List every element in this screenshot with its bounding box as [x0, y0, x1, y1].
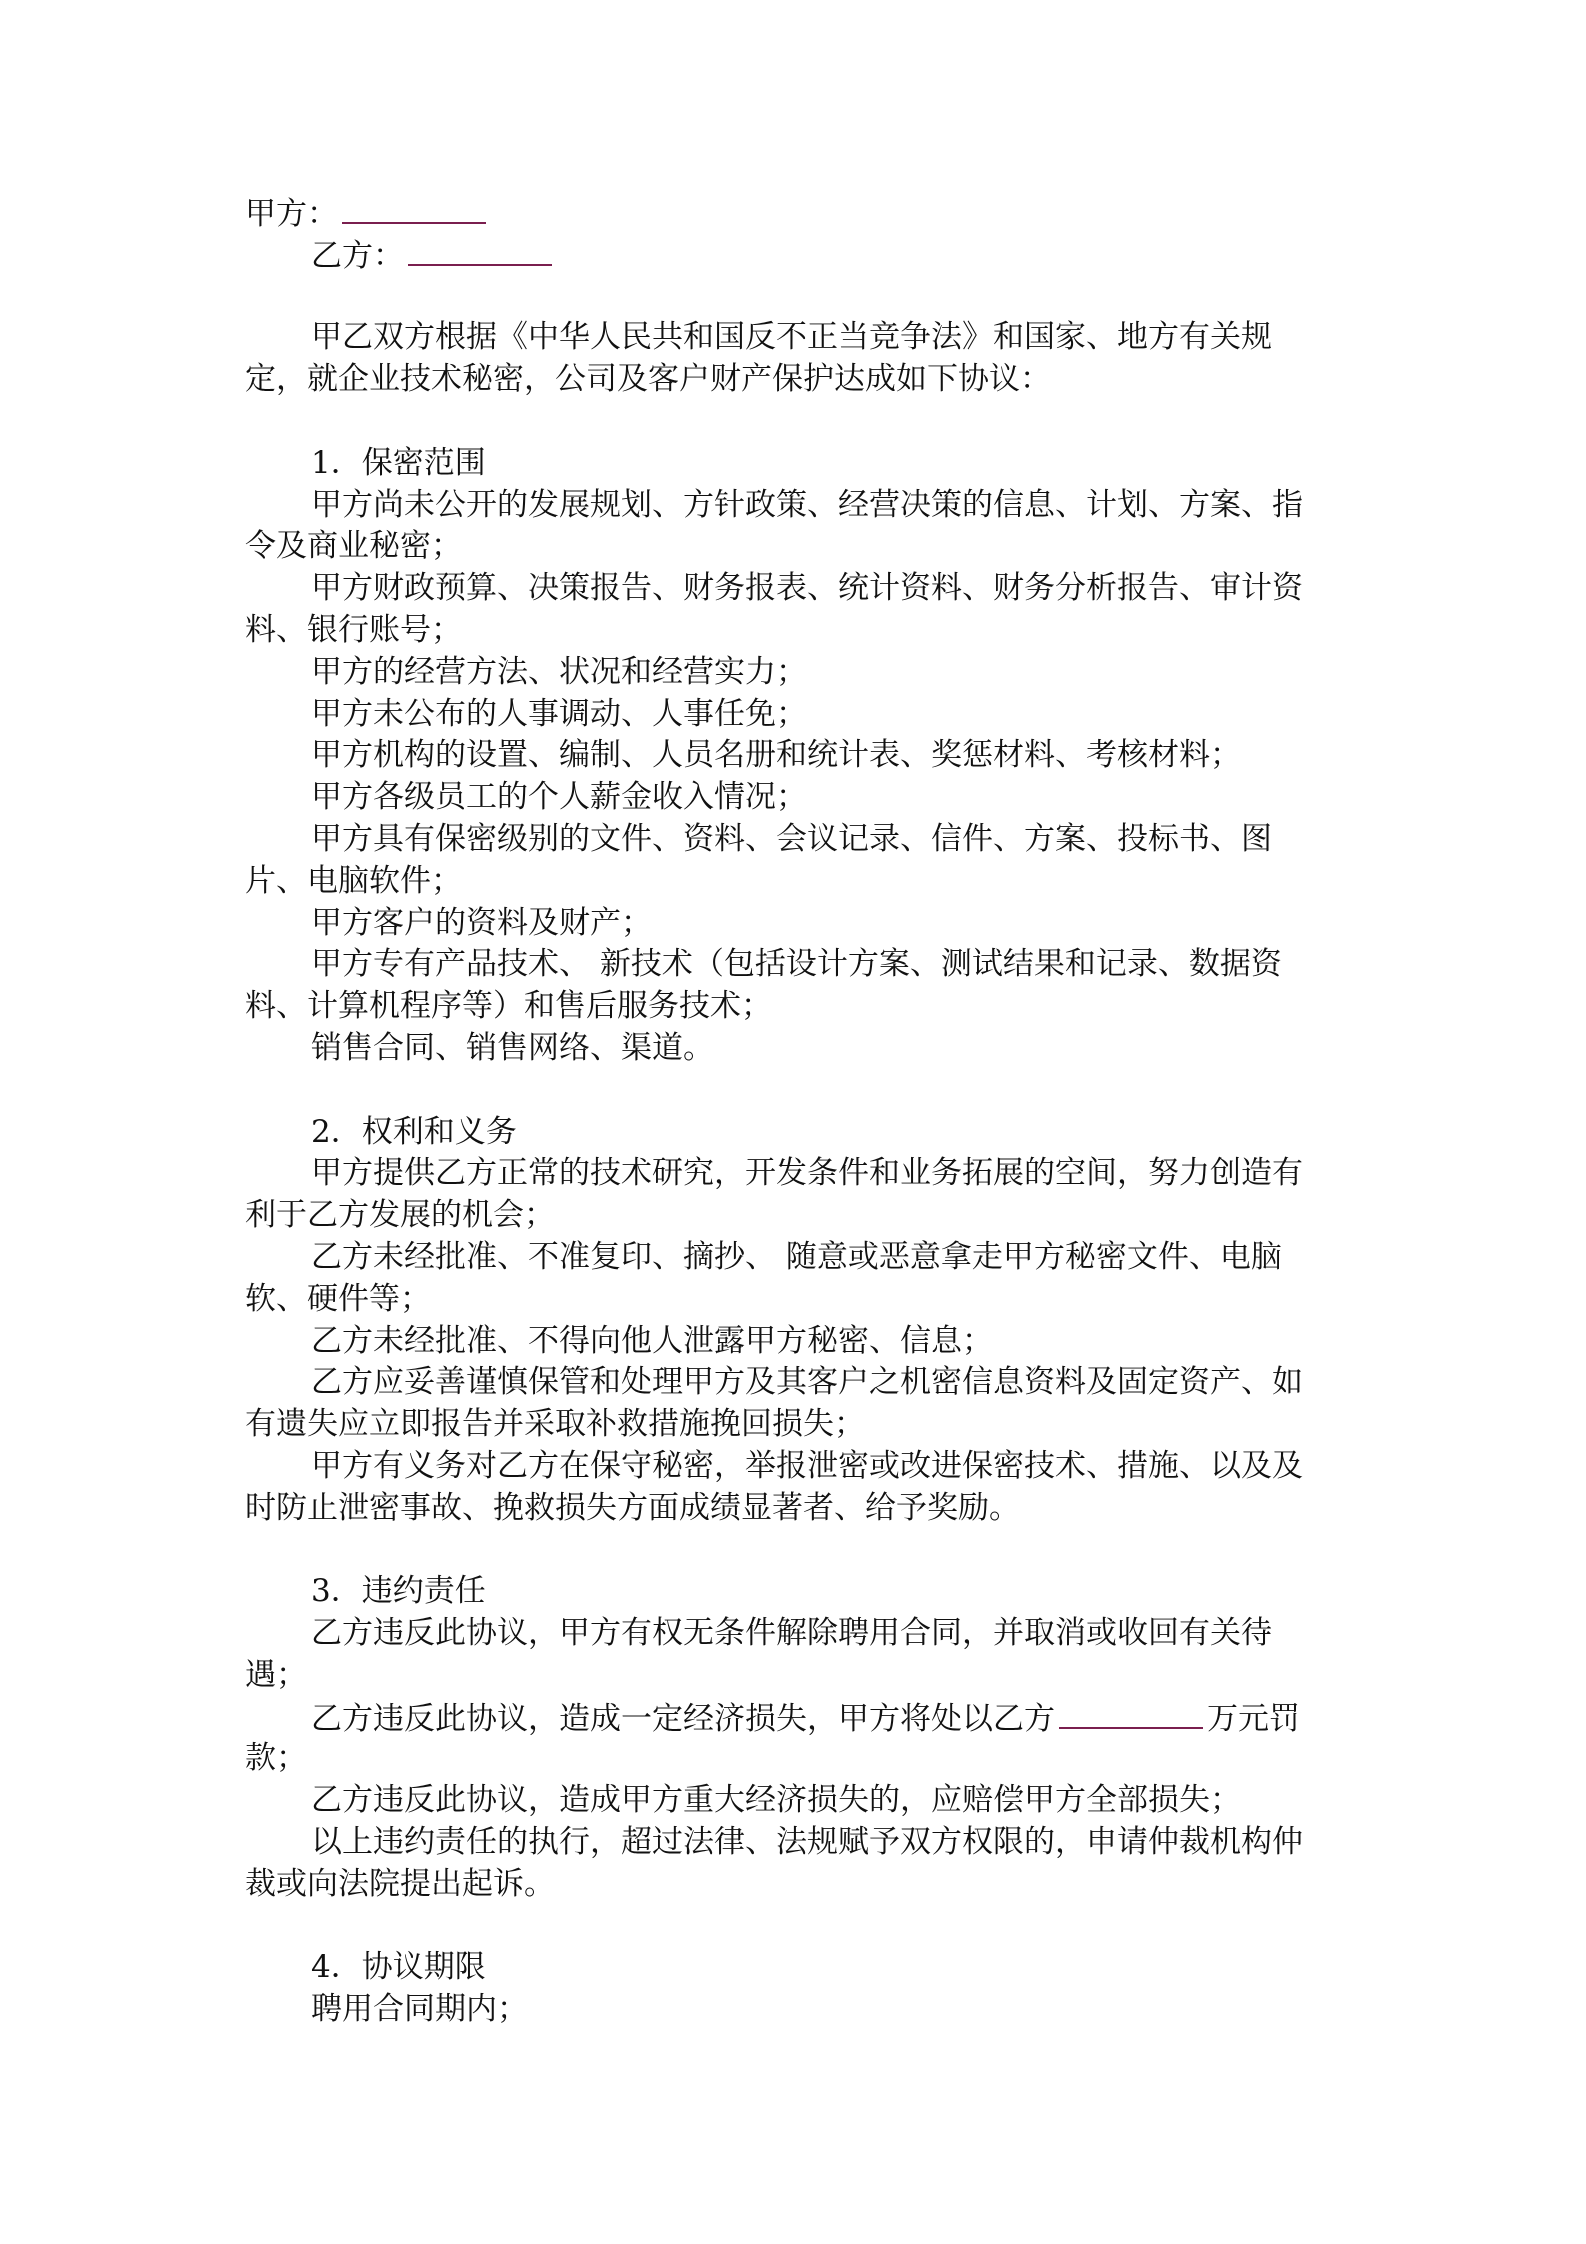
line-text: 定，就企业技术秘密，公司及客户财产保护达成如下协议：	[245, 361, 1051, 398]
fill-in-blank[interactable]	[1059, 1697, 1203, 1729]
line-text: 聘用合同期内；	[311, 1991, 528, 2028]
line-text: 乙方违反此协议，造成一定经济损失，甲方将处以乙方	[311, 1700, 1055, 1737]
line-text: 甲方具有保密级别的文件、资料、会议记录、信件、方案、投标书、图	[311, 820, 1272, 857]
line-text: 裁或向法院提出起诉。	[245, 1865, 555, 1902]
text-line	[245, 526, 1345, 568]
section-heading	[245, 1571, 1345, 1613]
text-line	[245, 1655, 1345, 1697]
text-line	[245, 1028, 1345, 1070]
line-text: 甲方未公布的人事调动、人事任免；	[311, 695, 807, 732]
text-line	[245, 903, 1345, 945]
line-text: 乙方未经批准、不得向他人泄露甲方秘密、信息；	[311, 1322, 993, 1359]
line-text: 片、电脑软件；	[245, 862, 462, 899]
text-line	[245, 1613, 1345, 1655]
line-text: 有遗失应立即报告并采取补救措施挽回损失；	[245, 1406, 865, 1443]
text-line	[245, 234, 1345, 276]
text-line	[245, 986, 1345, 1028]
text-line	[245, 1279, 1345, 1321]
text-line	[245, 819, 1345, 861]
line-text: 甲方各级员工的个人薪金收入情况；	[311, 779, 807, 816]
text-line	[245, 1321, 1345, 1363]
text-line	[245, 1864, 1345, 1906]
text-line	[245, 610, 1345, 652]
line-text: 乙方违反此协议，甲方有权无条件解除聘用合同，并取消或收回有关待	[311, 1615, 1272, 1652]
line-text: 甲方尚未公开的发展规划、方针政策、经营决策的信息、计划、方案、指	[311, 486, 1303, 523]
text-line	[245, 861, 1345, 903]
text-line	[245, 777, 1345, 819]
line-text: 1．保密范围	[311, 444, 486, 481]
line-text: 乙方应妥善谨慎保管和处理甲方及其客户之机密信息资料及固定资产、如	[311, 1364, 1303, 1401]
text-line	[245, 1362, 1345, 1404]
text-line	[245, 735, 1345, 777]
text-line	[245, 359, 1345, 401]
text-line	[245, 944, 1345, 986]
fill-in-blank[interactable]	[342, 192, 486, 224]
text-line	[245, 1237, 1345, 1279]
text-line	[245, 1780, 1345, 1822]
line-text: 3．违约责任	[311, 1573, 486, 1610]
line-text: 软、硬件等；	[245, 1280, 431, 1317]
line-text: 甲方有义务对乙方在保守秘密，举报泄密或改进保密技术、措施、以及及	[311, 1447, 1303, 1484]
line-text: 甲方专有产品技术、 新技术（包括设计方案、测试结果和记录、数据资	[311, 946, 1282, 983]
line-text: 4．协议期限	[311, 1949, 486, 1986]
line-text: 甲方财政预算、决策报告、财务报表、统计资料、财务分析报告、审计资	[311, 570, 1303, 607]
blank-line	[245, 1070, 1345, 1112]
text-line	[245, 485, 1345, 527]
text-line	[245, 1195, 1345, 1237]
text-line	[245, 694, 1345, 736]
text-line	[245, 1738, 1345, 1780]
line-text: 乙方：	[311, 237, 404, 274]
blank-line	[245, 276, 1345, 318]
blank-line	[245, 1906, 1345, 1948]
text-line	[245, 1989, 1345, 2031]
line-text: 料、计算机程序等）和售后服务技术；	[245, 988, 772, 1025]
text-line	[245, 652, 1345, 694]
blank-line	[245, 401, 1345, 443]
text-line	[245, 1822, 1345, 1864]
text-line	[245, 1697, 1345, 1739]
line-text: 以上违约责任的执行，超过法律、法规赋予双方权限的，申请仲裁机构仲	[311, 1824, 1303, 1861]
line-text: 乙方未经批准、不准复印、摘抄、 随意或恶意拿走甲方秘密文件、电脑	[311, 1238, 1282, 1275]
text-line	[245, 1446, 1345, 1488]
line-text: 甲方客户的资料及财产；	[311, 904, 652, 941]
text-line	[245, 568, 1345, 610]
line-text: 遇；	[245, 1656, 307, 1693]
line-text: 款；	[245, 1740, 307, 1777]
text-line	[245, 1488, 1345, 1530]
line-text: 甲乙双方根据《中华人民共和国反不正当竞争法》和国家、地方有关规	[311, 319, 1272, 356]
line-text: 乙方违反此协议，造成甲方重大经济损失的，应赔偿甲方全部损失；	[311, 1782, 1241, 1819]
text-line	[245, 1404, 1345, 1446]
text-line	[245, 192, 1345, 234]
agreement-document	[245, 192, 1345, 2031]
text-line	[245, 1153, 1345, 1195]
line-text: 2．权利和义务	[311, 1113, 517, 1150]
fill-in-blank[interactable]	[408, 234, 552, 266]
line-text: 销售合同、销售网络、渠道。	[311, 1029, 714, 1066]
line-text: 料、银行账号；	[245, 611, 462, 648]
line-text: 令及商业秘密；	[245, 528, 462, 565]
line-text: 甲方的经营方法、状况和经营实力；	[311, 653, 807, 690]
blank-line	[245, 1530, 1345, 1572]
line-text: 甲方提供乙方正常的技术研究，开发条件和业务拓展的空间，努力创造有	[311, 1155, 1303, 1192]
line-text: 利于乙方发展的机会；	[245, 1197, 555, 1234]
line-text: 时防止泄密事故、挽救损失方面成绩显著者、给予奖励。	[245, 1489, 1020, 1526]
text-line	[245, 317, 1345, 359]
section-heading	[245, 1112, 1345, 1154]
section-heading	[245, 443, 1345, 485]
line-text: 甲方机构的设置、编制、人员名册和统计表、奖惩材料、考核材料；	[311, 737, 1241, 774]
section-heading	[245, 1947, 1345, 1989]
line-text-after-blank: 万元罚	[1207, 1700, 1300, 1737]
line-text: 甲方：	[245, 196, 338, 232]
